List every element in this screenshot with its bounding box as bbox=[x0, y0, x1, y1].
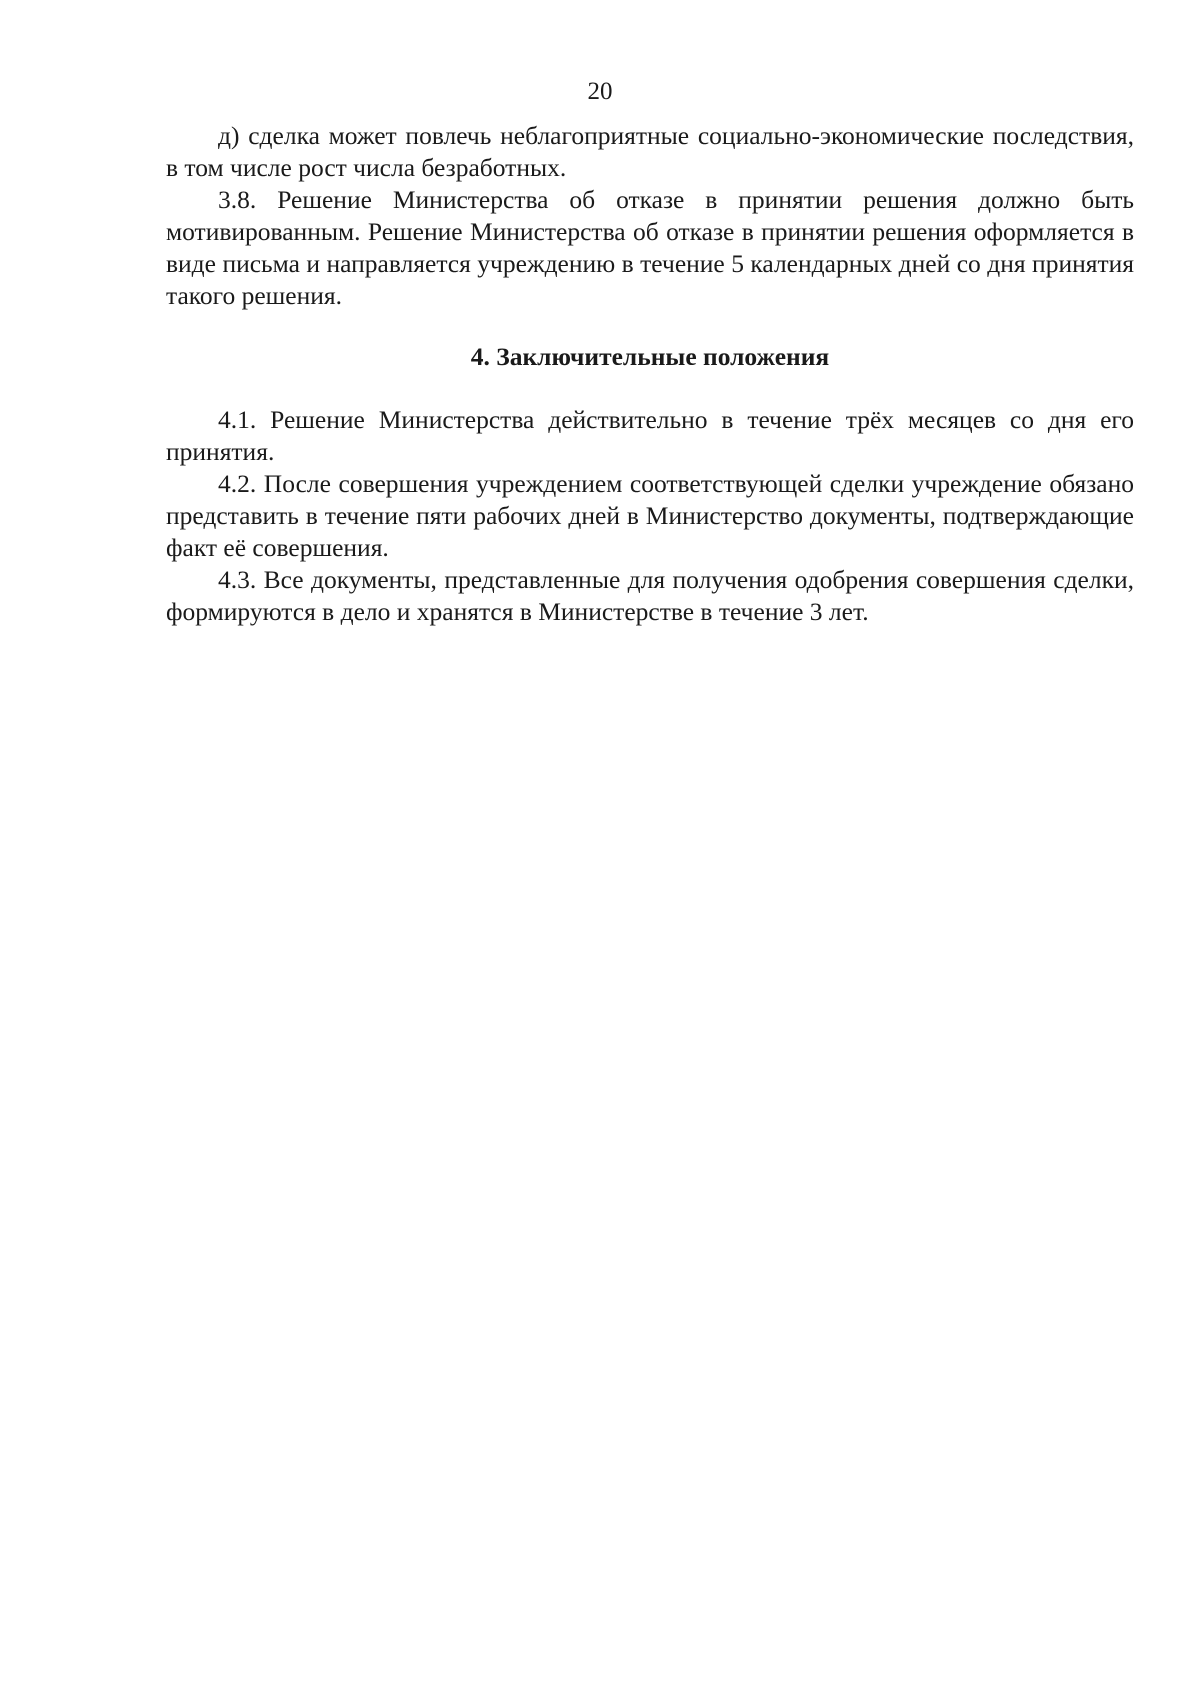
section-heading: 4. Заключительные положения bbox=[470, 342, 830, 371]
paragraph-4-1: 4.1. Решение Министерства действительно в течение трёх месяцев со дня его принятия. bbox=[166, 405, 1134, 466]
page-number: 20 bbox=[587, 78, 613, 105]
paragraph-4-2: 4.2. После совершения учреждением соответствующей сделки учреждение обязано представить в течение пяти рабочих дней в Министерство документы, подтверждающие факт её совершения. bbox=[166, 469, 1134, 562]
document-body bbox=[166, 120, 1134, 628]
paragraph-item-d: д) сделка может повлечь неблагоприятные социально-экономические последствия, в том числе рост числа безработных. bbox=[166, 121, 1134, 182]
paragraph-4-3: 4.3. Все документы, представленные для получения одобрения совершения сделки, формируются в дело и хранятся в Министерстве в течение 3 лет. bbox=[166, 565, 1134, 626]
paragraph-3-8: 3.8. Решение Министерства об отказе в принятии решения должно быть мотивированным. Решение Министерства об отказе в принятии решения оформляется в виде письма и направляется учреждению в течение 5 календарных дней со дня принятия такого решения. bbox=[166, 185, 1134, 310]
